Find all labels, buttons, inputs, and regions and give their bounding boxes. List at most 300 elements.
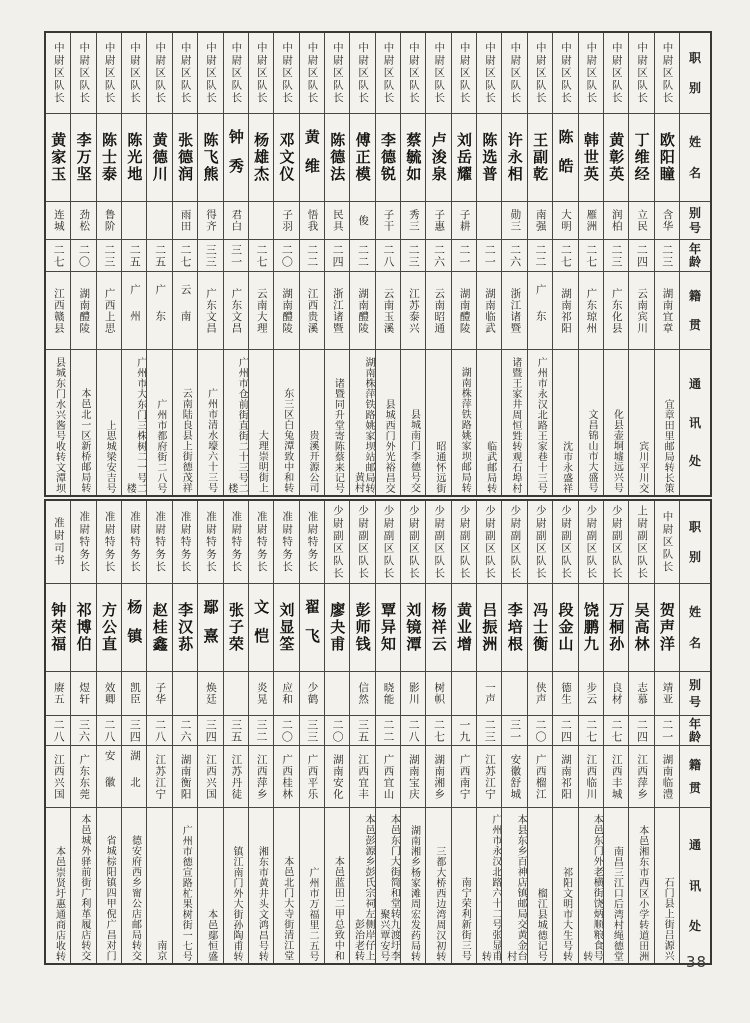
native-place-cell: 江西临川 (579, 745, 603, 807)
native-place-cell: 湖南临澧 (655, 745, 679, 807)
person-column (527, 33, 552, 495)
name-cell: 刘镜潭 (401, 583, 425, 671)
native-place-cell: 广西南宁 (452, 745, 476, 807)
courtesy-name-cell: 子惠 (426, 201, 450, 239)
native-place-cell: 湖北 (122, 745, 146, 807)
name-cell: 方公直 (97, 583, 121, 671)
name-cell: 卢浚泉 (426, 113, 450, 201)
address-cell: 本邑湘东市西区小学转道田洲 (629, 807, 653, 963)
name-cell: 廖夬甫 (325, 583, 349, 671)
age-cell: 二五 (147, 239, 171, 271)
age-cell: 二〇 (274, 239, 298, 271)
rank-cell: 中尉区队长 (255, 41, 268, 105)
name-cell: 刘显筌 (274, 583, 298, 671)
rank-cell: 少尉副区队长 (534, 504, 547, 580)
address-cell: 广州市仓前街直街二十三号二楼 (224, 349, 248, 495)
address-cell: 湖南湘乡杨家滩周宏发药局转 (401, 807, 425, 963)
native-place-cell: 广东 (528, 271, 552, 349)
courtesy-name-cell: 悟我 (300, 201, 324, 239)
native-place-cell: 湖南宜章 (655, 271, 679, 349)
address-cell: 南宁荣利新街三号 (452, 807, 476, 963)
person-column (46, 33, 70, 495)
person-column (654, 501, 679, 963)
name-cell: 韩世英 (579, 113, 603, 201)
person-column (197, 501, 222, 963)
person-column (375, 501, 400, 963)
age-cell: 二七 (579, 239, 603, 271)
name-cell: 黄彰英 (604, 113, 628, 201)
native-place-cell: 湖南安化 (325, 745, 349, 807)
courtesy-name-cell: 炎晃 (249, 671, 273, 715)
age-cell: 二八 (97, 715, 121, 745)
person-column (501, 33, 526, 495)
age-cell: 二〇 (274, 715, 298, 745)
courtesy-name-cell: 雨田 (173, 201, 197, 239)
rank-cell: 少尉副区队长 (382, 504, 395, 580)
person-column (299, 501, 324, 963)
rank-cell: 中尉区队长 (610, 41, 623, 105)
address-cell: 昭通怀远街 (426, 349, 450, 495)
courtesy-name-cell (452, 671, 476, 715)
address-cell: 祁阳文明市大生号转 (553, 807, 577, 963)
age-cell: 三四 (198, 715, 222, 745)
rank-cell: 中尉区队长 (128, 41, 141, 105)
address-cell: 三都大桥西边湾周汉初转 (426, 807, 450, 963)
rank-cell: 中尉区队长 (560, 41, 573, 105)
rank-cell: 少尉副区队长 (610, 504, 623, 580)
rank-cell: 中尉区队长 (382, 41, 395, 105)
courtesy-name-cell: 民具 (325, 201, 349, 239)
courtesy-name-cell: 得齐 (198, 201, 222, 239)
native-place-cell: 江西萍乡 (629, 745, 653, 807)
age-cell: 三一 (502, 715, 526, 745)
rank-cell: 少尉副区队长 (458, 504, 471, 580)
column-header-name: 姓 名 (680, 113, 710, 201)
address-cell: 本邑北门大寺街清江堂 (274, 807, 298, 963)
age-cell: 二三 (604, 239, 628, 271)
courtesy-name-cell (122, 201, 146, 239)
native-place-cell: 云南宾川 (629, 271, 653, 349)
age-cell: 二一 (477, 239, 501, 271)
address-cell: 广州市永汉北路王家巷十三号 (528, 349, 552, 495)
column-header-hao: 别 号 (680, 671, 710, 715)
age-cell: 一九 (452, 715, 476, 745)
person-column (375, 33, 400, 495)
name-cell: 万桐孙 (604, 583, 628, 671)
column-header-origin: 籍 贯 (680, 745, 710, 807)
person-column (654, 33, 679, 495)
name-cell: 蔡毓如 (401, 113, 425, 201)
person-column (96, 33, 121, 495)
address-cell: 上思城梁安吉号 (97, 349, 121, 495)
person-column (425, 33, 450, 495)
name-cell: 钟荣福 (46, 583, 70, 671)
native-place-cell: 江西萍乡 (249, 745, 273, 807)
native-place-cell: 江西赣县 (46, 271, 70, 349)
rank-cell: 中尉区队长 (433, 41, 446, 105)
name-cell: 文恺 (249, 583, 273, 671)
name-cell: 黄家玉 (46, 113, 70, 201)
age-cell: 二〇 (71, 239, 95, 271)
person-column (476, 501, 501, 963)
courtesy-name-cell: 子羽 (274, 201, 298, 239)
native-place-cell: 广东文昌 (224, 271, 248, 349)
rank-cell: 中尉区队长 (205, 41, 218, 105)
rank-cell: 中尉区队长 (281, 41, 294, 105)
column-header-address: 通 讯 处 (680, 349, 710, 495)
age-cell: 三二 (249, 715, 273, 745)
rank-cell: 准尉特务长 (205, 510, 218, 574)
native-place-cell: 广东东莞 (71, 745, 95, 807)
native-place-cell: 江苏泰兴 (401, 271, 425, 349)
courtesy-name-cell: 志慕 (629, 671, 653, 715)
rank-cell: 准尉司书 (52, 517, 65, 567)
person-column (273, 33, 298, 495)
name-cell: 钟秀 (224, 113, 248, 201)
native-place-cell: 湖南祁阳 (553, 745, 577, 807)
courtesy-name-cell: 连城 (46, 201, 70, 239)
age-cell: 二〇 (528, 715, 552, 745)
person-column (172, 501, 197, 963)
courtesy-name-cell: 子干 (376, 201, 400, 239)
address-cell: 本邑鄢恒盛 (198, 807, 222, 963)
name-cell: 黄业增 (452, 583, 476, 671)
name-cell: 许永相 (502, 113, 526, 201)
courtesy-name-cell: 应和 (274, 671, 298, 715)
address-cell: 广州市永汉北路六十二号张显甫转 (477, 807, 501, 963)
age-cell: 二四 (553, 715, 577, 745)
courtesy-name-cell: 焕廷 (198, 671, 222, 715)
name-cell: 饶鹏九 (579, 583, 603, 671)
name-cell: 覃异知 (376, 583, 400, 671)
rank-cell: 少尉副区队长 (585, 504, 598, 580)
person-column (349, 501, 374, 963)
courtesy-name-cell: 秀三 (401, 201, 425, 239)
rank-cell: 中尉区队长 (509, 41, 522, 105)
person-column (578, 33, 603, 495)
native-place-cell: 江苏丹徒 (224, 745, 248, 807)
rank-cell: 中尉区队长 (331, 41, 344, 105)
rank-cell: 准尉特务长 (255, 510, 268, 574)
courtesy-name-cell (147, 201, 171, 239)
name-cell: 张德润 (173, 113, 197, 201)
courtesy-name-cell: 雁洲 (579, 201, 603, 239)
rank-cell: 少尉副区队长 (560, 504, 573, 580)
age-cell: 二三 (655, 239, 679, 271)
name-cell: 翟飞 (300, 583, 324, 671)
name-cell: 黄德川 (147, 113, 171, 201)
name-cell: 欧阳瞳 (655, 113, 679, 201)
courtesy-name-cell: 凯臣 (122, 671, 146, 715)
age-cell: 三五 (350, 715, 374, 745)
rank-cell: 少尉副区队长 (331, 504, 344, 580)
courtesy-name-cell: 君白 (224, 201, 248, 239)
courtesy-name-cell: 效卿 (97, 671, 121, 715)
native-place-cell: 江西宜丰 (350, 745, 374, 807)
age-cell: 三一 (224, 239, 248, 271)
age-cell: 三三 (198, 239, 222, 271)
name-cell: 赵桂鑫 (147, 583, 171, 671)
age-cell: 二八 (147, 715, 171, 745)
person-column (451, 33, 476, 495)
age-cell: 二七 (426, 715, 450, 745)
age-cell: 二二 (528, 239, 552, 271)
name-cell: 李德锐 (376, 113, 400, 201)
rank-cell: 准尉特务长 (78, 510, 91, 574)
native-place-cell: 浙江诸暨 (502, 271, 526, 349)
address-cell: 临武邮局转 (477, 349, 501, 495)
courtesy-name-cell (502, 671, 526, 715)
courtesy-name-cell (325, 671, 349, 715)
rank-cell: 中尉区队长 (534, 41, 547, 105)
courtesy-name-cell: 大明 (553, 201, 577, 239)
courtesy-name-cell (173, 671, 197, 715)
person-column (70, 33, 95, 495)
rank-cell: 准尉特务长 (128, 510, 141, 574)
address-cell: 县城西门外光裕昌交 (376, 349, 400, 495)
age-cell: 二三 (97, 239, 121, 271)
person-column (527, 501, 552, 963)
native-place-cell: 江西兴国 (198, 745, 222, 807)
native-place-cell: 湖南临武 (477, 271, 501, 349)
name-cell: 陈德法 (325, 113, 349, 201)
address-cell: 德安府西乡甯公店邮局转交 (122, 807, 146, 963)
age-cell: 二七 (579, 715, 603, 745)
name-cell: 陈皓 (553, 113, 577, 201)
column-header-hao: 别 号 (680, 201, 710, 239)
person-column (324, 33, 349, 495)
age-cell: 二四 (325, 239, 349, 271)
address-cell: 湖南株萍铁路姚家坝邮局转 (452, 349, 476, 495)
person-column (400, 501, 425, 963)
courtesy-name-cell: 树帜 (426, 671, 450, 715)
column-header-rank: 职 别 (680, 33, 710, 113)
native-place-cell: 广西平乐 (300, 745, 324, 807)
native-place-cell: 云南大理 (249, 271, 273, 349)
header-column (679, 33, 710, 495)
address-cell: 本邑彭源乡彭氏宗祠左侧岸仔上彭治老转 (350, 807, 374, 963)
rank-cell: 少尉副区队长 (357, 504, 370, 580)
page-number: 38 (686, 953, 708, 971)
column-header-age: 年 龄 (680, 239, 710, 271)
rank-cell: 上尉副区队长 (636, 504, 649, 580)
person-column (324, 501, 349, 963)
person-column (552, 501, 577, 963)
courtesy-name-cell: 南强 (528, 201, 552, 239)
courtesy-name-cell: 子耕 (452, 201, 476, 239)
age-cell: 二一 (452, 239, 476, 271)
column-header-name: 姓 名 (680, 583, 710, 671)
name-cell: 段金山 (553, 583, 577, 671)
address-cell: 贵溪开源公司 (300, 349, 324, 495)
person-column (248, 33, 273, 495)
rank-cell: 准尉特务长 (179, 510, 192, 574)
native-place-cell: 湖南宝庆 (401, 745, 425, 807)
person-column (552, 33, 577, 495)
address-cell: 宾川平川交 (629, 349, 653, 495)
rank-cell: 中尉区队长 (458, 41, 471, 105)
age-cell: 三六 (71, 715, 95, 745)
rank-cell: 中尉区队长 (636, 41, 649, 105)
native-place-cell: 云南 (173, 271, 197, 349)
age-cell: 二三 (477, 715, 501, 745)
person-column (46, 501, 70, 963)
native-place-cell: 湖南醴陵 (350, 271, 374, 349)
name-cell: 陈飞熊 (198, 113, 222, 201)
courtesy-name-cell: 良材 (604, 671, 628, 715)
address-cell: 宜章田里邮局转长策 (655, 349, 679, 495)
age-cell: 二一 (655, 715, 679, 745)
person-column (223, 501, 248, 963)
person-column (603, 501, 628, 963)
native-place-cell: 广西上思 (97, 271, 121, 349)
name-cell: 李汉荪 (173, 583, 197, 671)
person-column (400, 33, 425, 495)
address-cell: 县城南门李德号交 (401, 349, 425, 495)
address-cell: 广州市德宣路杧果树街一七号 (173, 807, 197, 963)
courtesy-name-cell: 勋三 (502, 201, 526, 239)
person-column (146, 501, 171, 963)
age-cell: 二七 (553, 239, 577, 271)
address-cell: 省城棕阳镇四甲倪广昌对门 (97, 807, 121, 963)
address-cell: 诸暨同升堂寄陈蔡来记号 (325, 349, 349, 495)
native-place-cell: 湖南祁阳 (553, 271, 577, 349)
courtesy-name-cell: 鲁阶 (97, 201, 121, 239)
rank-cell: 中尉区队长 (78, 41, 91, 105)
address-cell: 本县东乡百神店镇邮局交黄金台村 (502, 807, 526, 963)
address-cell: 本邑东门外老横街饶炳顺粮食号转 (579, 807, 603, 963)
native-place-cell: 广西榴江 (528, 745, 552, 807)
name-cell: 祁博伯 (71, 583, 95, 671)
rank-cell: 少尉副区队长 (407, 504, 420, 580)
address-cell: 大理崇明街上 (249, 349, 273, 495)
native-place-cell: 广东琼州 (579, 271, 603, 349)
person-column (578, 501, 603, 963)
address-cell: 广州市大东门三株树二一号二楼 (122, 349, 146, 495)
person-column (248, 501, 273, 963)
native-place-cell: 安徽舒城 (502, 745, 526, 807)
native-place-cell: 云南玉溪 (376, 271, 400, 349)
address-cell: 东三区白兔潭致中和转 (274, 349, 298, 495)
name-cell: 陈选普 (477, 113, 501, 201)
native-place-cell: 广东化县 (604, 271, 628, 349)
rank-cell: 中尉区队长 (230, 41, 243, 105)
address-cell: 本邑北一区新桥邮局转 (71, 349, 95, 495)
address-cell: 本邑城外驿前街广利革履店转交 (71, 807, 95, 963)
native-place-cell: 广州 (122, 271, 146, 349)
rank-cell: 准尉特务长 (154, 510, 167, 574)
age-cell: 二四 (629, 715, 653, 745)
address-cell: 诸暨王家井周恒甡转观石埠村 (502, 349, 526, 495)
person-column (501, 501, 526, 963)
age-cell: 二八 (46, 715, 70, 745)
name-cell: 陈光地 (122, 113, 146, 201)
courtesy-name-cell: 赓五 (46, 671, 70, 715)
courtesy-name-cell: 立民 (629, 201, 653, 239)
rank-cell: 准尉特务长 (230, 510, 243, 574)
courtesy-name-cell: 含华 (655, 201, 679, 239)
name-cell: 吕振洲 (477, 583, 501, 671)
address-cell: 榴江县城德记号 (528, 807, 552, 963)
age-cell: 二八 (401, 715, 425, 745)
person-column (425, 501, 450, 963)
address-cell: 本邑崇贤圩惠通商店收转 (46, 807, 70, 963)
rank-cell: 准尉特务长 (103, 510, 116, 574)
name-cell: 王副乾 (528, 113, 552, 201)
address-cell: 云南陆良县上街德茂祥 (173, 349, 197, 495)
person-column (273, 501, 298, 963)
native-place-cell: 江西贵溪 (300, 271, 324, 349)
rank-cell: 中尉区队长 (407, 41, 420, 105)
person-column (121, 501, 146, 963)
person-column (197, 33, 222, 495)
rank-cell: 准尉特务长 (306, 510, 319, 574)
person-column (172, 33, 197, 495)
name-cell: 丁维经 (629, 113, 653, 201)
courtesy-name-cell: 劲松 (71, 201, 95, 239)
native-place-cell: 江苏江宁 (477, 745, 501, 807)
age-cell: 二三 (401, 239, 425, 271)
age-cell: 二七 (46, 239, 70, 271)
rank-cell: 中尉区队长 (179, 41, 192, 105)
rank-cell: 中尉区队长 (585, 41, 598, 105)
rank-cell: 中尉区队长 (357, 41, 370, 105)
person-column (349, 33, 374, 495)
age-cell: 三五 (224, 715, 248, 745)
roster-table-bottom (44, 499, 712, 965)
courtesy-name-cell (224, 671, 248, 715)
person-column (96, 501, 121, 963)
address-cell: 镇江南门外大街孙陶甫转 (224, 807, 248, 963)
address-cell: 文昌锦山市大盛号 (579, 349, 603, 495)
address-cell: 本邑东门大街简和堂转九渡圩李聚兴覃安号 (376, 807, 400, 963)
native-place-cell: 广东文昌 (198, 271, 222, 349)
person-column (628, 33, 653, 495)
name-cell: 陈士泰 (97, 113, 121, 201)
age-cell: 二六 (173, 715, 197, 745)
rank-cell: 中尉区队长 (661, 41, 674, 105)
rank-cell: 中尉区队长 (154, 41, 167, 105)
native-place-cell: 湖南醴陵 (71, 271, 95, 349)
rank-cell: 准尉特务长 (281, 510, 294, 574)
courtesy-name-cell: 晓能 (376, 671, 400, 715)
age-cell: 三三 (300, 715, 324, 745)
rank-cell: 中尉区队长 (483, 41, 496, 105)
name-cell: 傅正模 (350, 113, 374, 201)
age-cell: 二二 (350, 239, 374, 271)
rank-cell: 中尉区队长 (661, 510, 674, 574)
courtesy-name-cell: 润柏 (604, 201, 628, 239)
courtesy-name-cell: 影川 (401, 671, 425, 715)
column-header-origin: 籍 贯 (680, 271, 710, 349)
courtesy-name-cell (477, 201, 501, 239)
rank-cell: 中尉区队长 (306, 41, 319, 105)
name-cell: 黄维 (300, 113, 324, 201)
name-cell: 彭师钱 (350, 583, 374, 671)
age-cell: 二八 (376, 239, 400, 271)
age-cell: 二四 (629, 239, 653, 271)
header-column (679, 501, 710, 963)
age-cell: 二〇 (325, 715, 349, 745)
age-cell: 二二 (376, 715, 400, 745)
rank-cell: 少尉副区队长 (509, 504, 522, 580)
person-column (451, 501, 476, 963)
courtesy-name-cell: 信然 (350, 671, 374, 715)
courtesy-name-cell: 一声 (477, 671, 501, 715)
age-cell: 二二 (300, 239, 324, 271)
person-column (299, 33, 324, 495)
courtesy-name-cell: 步云 (579, 671, 603, 715)
